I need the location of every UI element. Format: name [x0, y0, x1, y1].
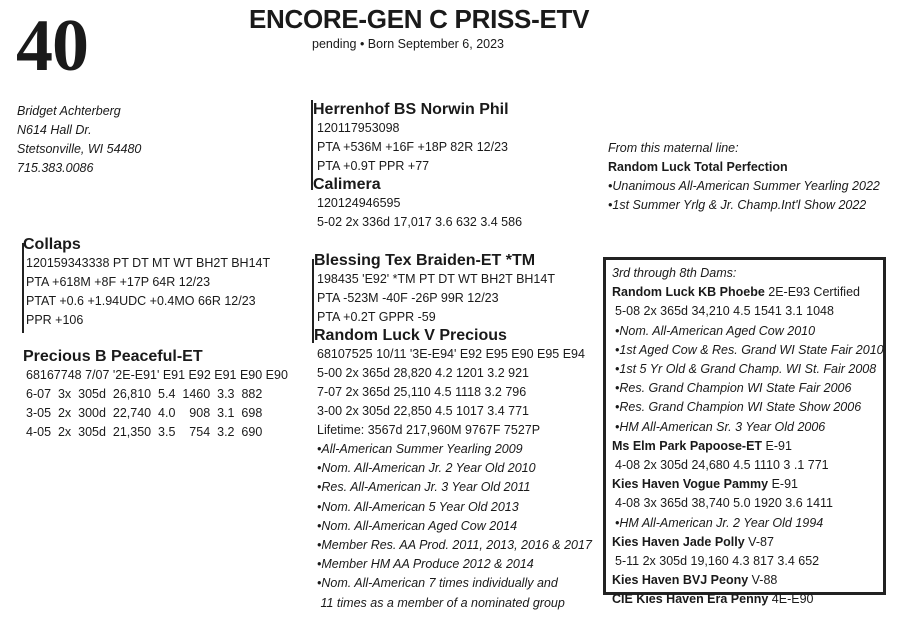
sire-dam-reg: 120124946595	[317, 196, 401, 210]
dam-entry-honor: •Nom. All-American Aged Cow 2010	[615, 323, 816, 338]
dam-honor: •Nom. All-American Jr. 2 Year Old 2010	[317, 461, 536, 476]
dam-record: 3-00 2x 305d 22,850 4.5 1017 3.4 771	[317, 404, 529, 418]
sire-name: Herrenhof BS Norwin Phil	[313, 101, 509, 118]
dam-entry	[612, 571, 877, 590]
dams-box-heading: 3rd through 8th Dams:	[612, 266, 737, 280]
mgs-ppr: PPR +106	[26, 313, 84, 327]
consignor-info	[17, 102, 141, 178]
dam-reg: 68107525 10/11 '3E-E94' E92 E95 E90 E95 E94	[317, 347, 585, 361]
mgs-name: Collaps	[23, 236, 81, 253]
dam-honor: •Member HM AA Produce 2012 & 2014	[317, 557, 534, 572]
dam-sire-reg: 198435 'E92' *TM PT DT WT BH2T BH14T	[317, 272, 555, 286]
consignor-street: N614 Hall Dr.	[17, 123, 92, 137]
dam-entry-name: Ms Elm Park Papoose-ET	[612, 438, 763, 453]
sire-reg: 120117953098	[317, 121, 400, 135]
dams-box	[603, 257, 886, 607]
mgd-name: Precious B Peaceful-ET	[23, 348, 203, 365]
mgs-reg: 120159343338 PT DT MT WT BH2T BH14T	[26, 256, 271, 270]
dam-block	[314, 251, 592, 613]
dam-entry-score: V-88	[748, 573, 778, 588]
consignor-name: Bridget Achterberg	[17, 104, 121, 118]
maternal-line-intro: From this maternal line:	[608, 141, 739, 155]
dam-entry-name: Kies Haven Jade Polly	[612, 534, 745, 549]
dam-honor: •Nom. All-American 7 times individually and	[317, 576, 558, 591]
mgs-block	[23, 235, 270, 330]
dam-entry-record: 5-11 2x 305d 19,160 4.3 817 3.4 652	[615, 554, 820, 569]
dam-entry	[612, 437, 877, 456]
dam-name: Random Luck V Precious	[314, 327, 507, 344]
dam-entry	[612, 533, 877, 552]
dam-honor: •All-American Summer Yearling 2009	[317, 442, 523, 456]
consignor-city: Stetsonville, WI 54480	[17, 142, 142, 156]
dam-entry-record: 5-08 2x 365d 34,210 4.5 1541 3.1 1048	[615, 304, 834, 319]
dam-sire-name: Blessing Tex Braiden-ET *TM	[314, 252, 536, 269]
dam-honor: 11 times as a member of a nominated group	[317, 595, 565, 610]
dam-entry-record: 4-08 3x 365d 38,740 5.0 1920 3.6 1411	[615, 496, 834, 511]
dam-entry-honor: •1st Aged Cow & Res. Grand WI State Fair 2010	[615, 342, 884, 357]
maternal-line-honor: •1st Summer Yrlg & Jr. Champ.Int'l Show 2022	[608, 198, 867, 213]
sire-dam-record: 5-02 2x 336d 17,017 3.6 632 3.4 586	[317, 215, 523, 229]
dam-honor: •Member Res. AA Prod. 2011, 2013, 2016 & 2017	[317, 538, 592, 553]
dam-entry-honor: •HM All-American Sr. 3 Year Old 2006	[615, 419, 826, 434]
mgs-ptat: PTAT +0.6 +1.94UDC +0.4MO 66R 12/23	[26, 294, 256, 308]
dam-entry-score: 2E-E93 Certified	[764, 285, 860, 300]
maternal-line-name: Random Luck Total Perfection	[608, 160, 788, 175]
dam-entry-name: Kies Haven Vogue Pammy	[612, 477, 769, 492]
dam-entry-score: V-87	[744, 534, 774, 549]
dam-entry-honor: •Res. Grand Champion WI State Fair 2006	[615, 381, 852, 396]
dam-entry	[612, 475, 877, 494]
dam-honor: •Res. All-American Jr. 3 Year Old 2011	[317, 480, 531, 495]
sire-dam-name: Calimera	[313, 176, 381, 193]
dam-entry-score: E-91	[768, 477, 798, 492]
dam-entry-honor: •Res. Grand Champion WI State Show 2006	[615, 400, 862, 415]
consignor-phone: 715.383.0086	[17, 161, 94, 175]
mgd-record: 4-05 2x 305d 21,350 3.5 754 3.2 690	[26, 425, 263, 439]
dam-honor: •Nom. All-American Aged Cow 2014	[317, 518, 518, 533]
dam-lifetime: Lifetime: 3567d 217,960M 9767F 7527P	[317, 423, 541, 437]
maternal-line	[608, 139, 880, 216]
sire-pta-type: PTA +0.9T PPR +77	[317, 159, 430, 173]
mgd-record: 3-05 2x 300d 22,740 4.0 908 3.1 698	[26, 406, 263, 420]
mgd-record: 6-07 3x 305d 26,810 5.4 1460 3.3 882	[26, 387, 263, 401]
mgs-pta: PTA +618M +8F +17P 64R 12/23	[26, 275, 211, 289]
animal-name: ENCORE-GEN C PRISS-ETV	[249, 4, 590, 34]
dam-sire-pta: PTA -523M -40F -26P 99R 12/23	[317, 291, 499, 305]
sire-pta: PTA +536M +16F +18P 82R 12/23	[317, 140, 508, 154]
dam-entry-score: E-91	[762, 438, 792, 453]
dam-entry-honor: •1st 5 Yr Old & Grand Champ. WI St. Fair 2008	[615, 362, 877, 377]
dam-sire-pta-type: PTA +0.2T GPPR -59	[317, 310, 436, 324]
mgd-block	[23, 347, 288, 442]
dam-record: 5-00 2x 365d 28,820 4.2 1201 3.2 921	[317, 366, 529, 380]
dam-record: 7-07 2x 365d 25,110 4.5 1118 3.2 796	[317, 385, 527, 399]
dam-entry-record: 4-08 2x 305d 24,680 4.5 1110 3 .1 771	[615, 458, 829, 473]
dam-honor: •Nom. All-American 5 Year Old 2013	[317, 499, 519, 514]
dam-entry-score: 4E-E90	[768, 592, 814, 607]
dam-entry	[612, 590, 877, 609]
dam-entry-name: Random Luck KB Phoebe	[612, 285, 765, 300]
mgd-reg: 68167748 7/07 '2E-E91' E91 E92 E91 E90 E90	[26, 368, 288, 382]
dam-entry-honor: •HM All-American Jr. 2 Year Old 1994	[615, 515, 824, 530]
maternal-line-honor: •Unanimous All-American Summer Yearling 2022	[608, 179, 880, 194]
dam-entry	[612, 283, 877, 302]
dam-entry-name: Kies Haven BVJ Peony	[612, 573, 749, 588]
dam-entry-name: CIE Kies Haven Era Penny	[612, 592, 769, 607]
sire-block	[313, 100, 522, 232]
registration-birth-date: pending • Born September 6, 2023	[312, 37, 505, 51]
lot-number: 40	[16, 5, 88, 87]
